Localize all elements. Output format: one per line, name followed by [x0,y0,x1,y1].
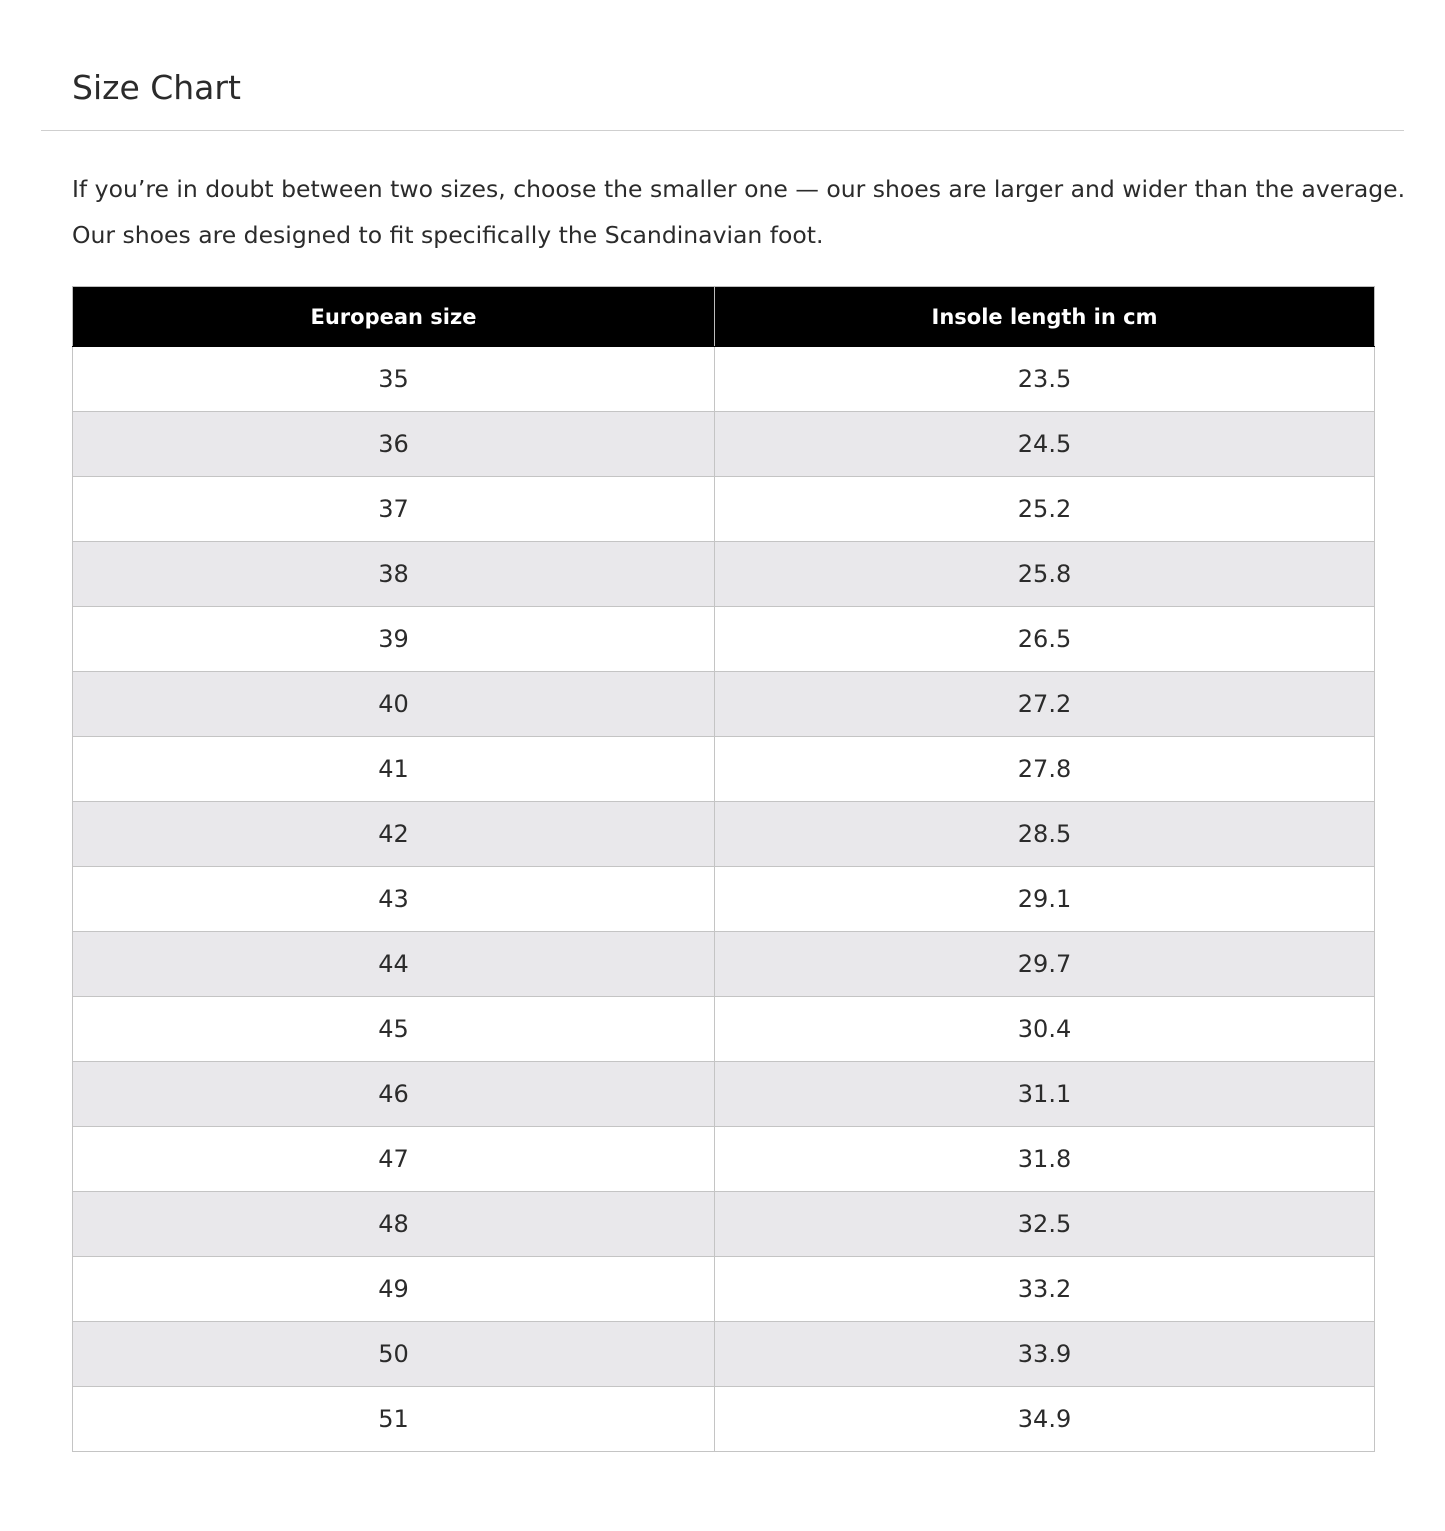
table-row [73,1127,1375,1192]
cell-european-size: 42 [73,802,715,867]
table-row [73,1322,1375,1387]
table-body [73,347,1375,1452]
cell-insole-length: 31.8 [715,1127,1375,1192]
table-header-row [73,287,1375,347]
intro-line-1: If you’re in doubt between two sizes, choose the smaller one — our shoes are larger and wider than the average. [72,175,1406,203]
table-row [73,1062,1375,1127]
table-row [73,932,1375,997]
cell-european-size: 37 [73,477,715,542]
header-european-size: European size [73,287,715,347]
page-title: Size Chart [72,68,241,107]
cell-european-size: 39 [73,607,715,672]
cell-insole-length: 23.5 [715,347,1375,412]
cell-european-size: 49 [73,1257,715,1322]
cell-european-size: 38 [73,542,715,607]
cell-insole-length: 25.2 [715,477,1375,542]
cell-insole-length: 29.7 [715,932,1375,997]
table-row [73,1257,1375,1322]
cell-insole-length: 32.5 [715,1192,1375,1257]
cell-insole-length: 31.1 [715,1062,1375,1127]
cell-insole-length: 29.1 [715,867,1375,932]
cell-european-size: 40 [73,672,715,737]
intro-line-2: Our shoes are designed to fit specifically the Scandinavian foot. [72,221,824,249]
size-chart-table [72,286,1375,1452]
cell-insole-length: 33.9 [715,1322,1375,1387]
table-row [73,672,1375,737]
cell-insole-length: 33.2 [715,1257,1375,1322]
cell-european-size: 45 [73,997,715,1062]
cell-insole-length: 30.4 [715,997,1375,1062]
cell-european-size: 47 [73,1127,715,1192]
cell-insole-length: 27.2 [715,672,1375,737]
title-divider [41,130,1404,131]
header-insole-length: Insole length in cm [715,287,1375,347]
cell-european-size: 46 [73,1062,715,1127]
table-row [73,347,1375,412]
cell-insole-length: 28.5 [715,802,1375,867]
cell-european-size: 36 [73,412,715,477]
table-row [73,542,1375,607]
table-row [73,867,1375,932]
cell-insole-length: 27.8 [715,737,1375,802]
cell-european-size: 44 [73,932,715,997]
table-row [73,1192,1375,1257]
cell-european-size: 41 [73,737,715,802]
table-row [73,412,1375,477]
cell-european-size: 48 [73,1192,715,1257]
cell-insole-length: 25.8 [715,542,1375,607]
table-row [73,802,1375,867]
cell-european-size: 51 [73,1387,715,1452]
table-row [73,1387,1375,1452]
table-row [73,737,1375,802]
cell-european-size: 43 [73,867,715,932]
table-row [73,607,1375,672]
cell-european-size: 50 [73,1322,715,1387]
cell-insole-length: 24.5 [715,412,1375,477]
cell-european-size: 35 [73,347,715,412]
intro-text [72,166,1406,258]
cell-insole-length: 26.5 [715,607,1375,672]
table-row [73,477,1375,542]
cell-insole-length: 34.9 [715,1387,1375,1452]
table-row [73,997,1375,1062]
